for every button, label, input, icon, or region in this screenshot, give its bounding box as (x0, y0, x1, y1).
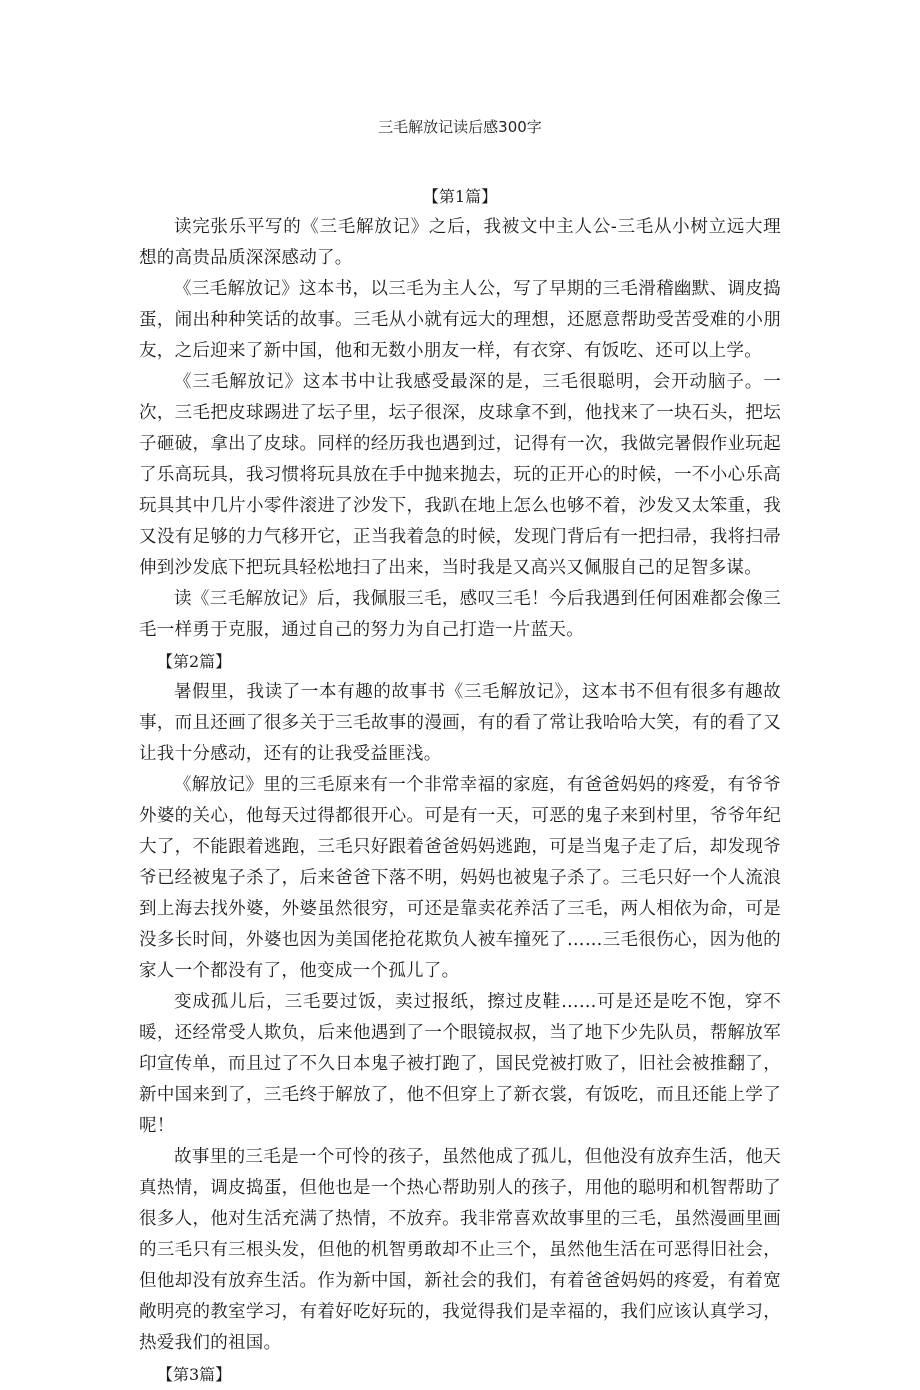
section-heading: 【第2篇】 (157, 652, 232, 671)
paragraph: 《三毛解放记》这本书中让我感受最深的是，三毛很聪明，会开动脑子。一次，三毛把皮球踢进了坛子里，坛子很深，皮球拿不到，他找来了一块石头，把坛子砸破，拿出了皮球。同样的经历我也遇到过，记得有一次，我做完暑假作业玩起了乐高玩具，我习惯将玩具放在手中抛来抛去，玩的正开心的时候，一不小心乐高玩具其中几片小零件滚进了沙发下，我趴在地上怎么也够不着，沙发又太笨重，我又没有足够的力气移开它，正当我着急的时候，发现门背后有一把扫帚，我将扫帚伸到沙发底下把玩具轻松地扫了出来，当时我是又高兴又佩服自己的足智多谋。 (139, 372, 781, 578)
paragraph: 读《三毛解放记》后，我佩服三毛，感叹三毛！今后我遇到任何困难都会像三毛一样勇于克服，通过自己的努力为自己打造一片蓝天。 (139, 589, 781, 640)
paragraph: 故事里的三毛是一个可怜的孩子，虽然他成了孤儿，但他没有放弃生活，他天真热情，调皮捣蛋，但他也是一个热心帮助别人的孩子，用他的聪明和机智帮助了很多人，他对生活充满了热情，不放弃。我非常喜欢故事里的三毛，虽然漫画里画的三毛只有三根头发，但他的机智勇敢却不止三个，虽然他生活在可恶得旧社会，但他却没有放弃生活。作为新中国，新社会的我们，有着爸爸妈妈的疼爱，有着宽敞明亮的教室学习，有着好吃好玩的，我觉得我们是幸福的，我们应该认真学习，热爱我们的祖国。 (139, 1147, 781, 1353)
paragraph: 读完张乐平写的《三毛解放记》之后，我被文中主人公-三毛从小树立远大理想的高贵品质深深感动了。 (139, 217, 781, 268)
section-heading: 【第1篇】 (422, 187, 498, 206)
paragraph: 变成孤儿后，三毛要过饭，卖过报纸，擦过皮鞋……可是还是吃不饱，穿不暖，还经常受人欺负，后来他遇到了一个眼镜叔叔，当了地下少先队员，帮解放军印宣传单，而且过了不久日本鬼子被打跑了，国民党被打败了，旧社会被推翻了，新中国来到了，三毛终于解放了，他不但穿上了新衣裳，有饭吃，而且还能上学了呢！ (139, 992, 781, 1136)
document-body (139, 181, 781, 1390)
paragraph: 《三毛解放记》这本书，以三毛为主人公，写了早期的三毛滑稽幽默、调皮捣蛋，闹出种种笑话的故事。三毛从小就有远大的理想，还愿意帮助受苦受难的小朋友，之后迎来了新中国，他和无数小朋友一样，有衣穿、有饭吃、还可以上学。 (139, 279, 781, 361)
document-title: 三毛解放记读后感300字 (378, 118, 542, 136)
paragraph: 《解放记》里的三毛原来有一个非常幸福的家庭，有爸爸妈妈的疼爱，有爷爷外婆的关心，他每天过得都很开心。可是有一天，可恶的鬼子来到村里，爷爷年纪大了，不能跟着逃跑，三毛只好跟着爸爸妈妈逃跑，可是当鬼子走了后，却发现爷爷已经被鬼子杀了，后来爸爸下落不明，妈妈也被鬼子杀了。三毛只好一个人流浪到上海去找外婆，外婆虽然很穷，可还是靠卖花养活了三毛，两人相依为命，可是没多长时间，外婆也因为美国佬抢花欺负人被车撞死了……三毛很伤心，因为他的家人一个都没有了，他变成一个孤儿了。 (139, 775, 781, 981)
paragraph: 暑假里，我读了一本有趣的故事书《三毛解放记》，这本书不但有很多有趣故事，而且还画了很多关于三毛故事的漫画，有的看了常让我哈哈大笑，有的看了又让我十分感动，还有的让我受益匪浅。 (139, 682, 781, 764)
section-heading: 【第3篇】 (157, 1365, 232, 1384)
